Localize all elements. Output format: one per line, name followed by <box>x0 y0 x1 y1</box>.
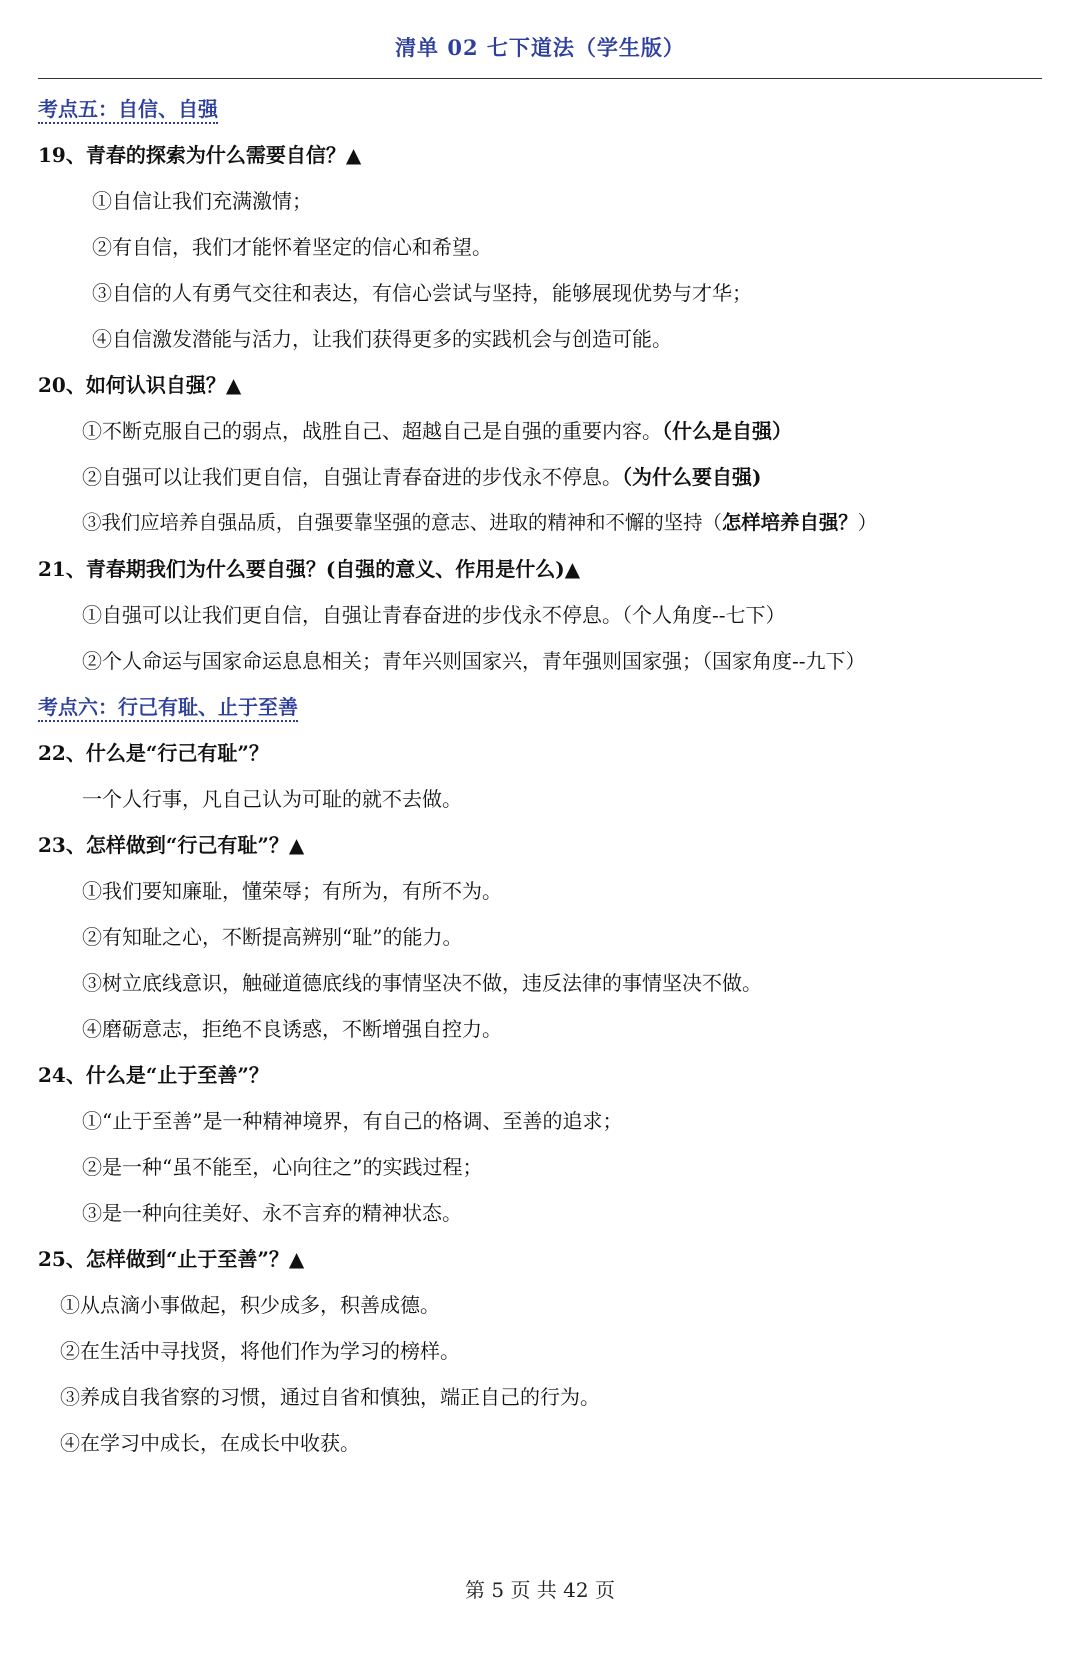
answer-24-3: ③是一种向往美好、永不言弃的精神状态。 <box>82 1201 462 1225</box>
question-24: 24、什么是“止于至善”？ <box>38 1063 269 1087</box>
answer-21-1: ①自强可以让我们更自信，自强让青春奋进的步伐永不停息。（个人角度--七下） <box>82 603 786 627</box>
question-19: 19、青春的探索为什么需要自信？▲ <box>38 143 362 167</box>
answer-22-1: 一个人行事，凡自己认为可耻的就不去做。 <box>82 787 462 811</box>
question-20: 20、如何认识自强？▲ <box>38 373 242 397</box>
answer-23-2: ②有知耻之心，不断提高辨别“耻”的能力。 <box>82 925 463 949</box>
answer-21-2: ②个人命运与国家命运息息相关；青年兴则国家兴，青年强则国家强；（国家角度--九下） <box>82 649 866 673</box>
question-23: 23、怎样做到“行己有耻”？▲ <box>38 833 305 857</box>
answer-20-1: ①不断克服自己的弱点，战胜自己、超越自己是自强的重要内容。（什么是自强） <box>82 419 792 443</box>
answer-note: 怎样培养自强？ <box>721 511 858 534</box>
answer-note: （什么是自强） <box>662 419 792 443</box>
page-title: 清单 02 七下道法（学生版） <box>395 35 685 60</box>
answer-25-2: ②在生活中寻找贤，将他们作为学习的榜样。 <box>60 1339 460 1363</box>
answer-25-3: ③养成自我省察的习惯，通过自省和慎独，端正自己的行为。 <box>60 1385 600 1409</box>
answer-25-4: ④在学习中成长，在成长中收获。 <box>60 1431 360 1455</box>
section-heading-6: 考点六：行己有耻、止于至善 <box>38 684 1048 730</box>
answer-note: （为什么要自强) <box>622 465 762 489</box>
page-number: 第 5 页 共 42 页 <box>465 1578 615 1602</box>
answer-24-1: ①“止于至善”是一种精神境界，有自己的格调、至善的追求； <box>82 1109 623 1133</box>
question-21: 21、青春期我们为什么要自强？(自强的意义、作用是什么)▲ <box>38 557 581 581</box>
answer-25-1: ①从点滴小事做起，积少成多，积善成德。 <box>60 1293 440 1317</box>
question-25: 25、怎样做到“止于至善”？▲ <box>38 1247 305 1271</box>
question-22: 22、什么是“行己有耻”？ <box>38 741 269 765</box>
answer-23-4: ④磨砺意志，拒绝不良诱惑，不断增强自控力。 <box>82 1017 502 1041</box>
answer-19-3: ③自信的人有勇气交往和表达，有信心尝试与坚持，能够展现优势与才华； <box>92 281 752 305</box>
answer-24-2: ②是一种“虽不能至，心向往之”的实践过程； <box>82 1155 483 1179</box>
document-body <box>38 86 1048 1466</box>
answer-19-1: ①自信让我们充满激情； <box>92 189 312 213</box>
page-header <box>38 0 1042 79</box>
answer-23-3: ③树立底线意识，触碰道德底线的事情坚决不做，违反法律的事情坚决不做。 <box>82 971 762 995</box>
answer-23-1: ①我们要知廉耻，懂荣辱；有所为，有所不为。 <box>82 879 502 903</box>
answer-20-3: ③我们应培养自强品质，自强要靠坚强的意志、进取的精神和不懈的坚持（怎样培养自强？） <box>82 511 878 534</box>
answer-19-2: ②有自信，我们才能怀着坚定的信心和希望。 <box>92 235 492 259</box>
answer-20-2: ②自强可以让我们更自信，自强让青春奋进的步伐永不停息。（为什么要自强) <box>82 465 762 489</box>
section-heading-5: 考点五：自信、自强 <box>38 86 1048 132</box>
answer-19-4: ④自信激发潜能与活力，让我们获得更多的实践机会与创造可能。 <box>92 327 672 351</box>
